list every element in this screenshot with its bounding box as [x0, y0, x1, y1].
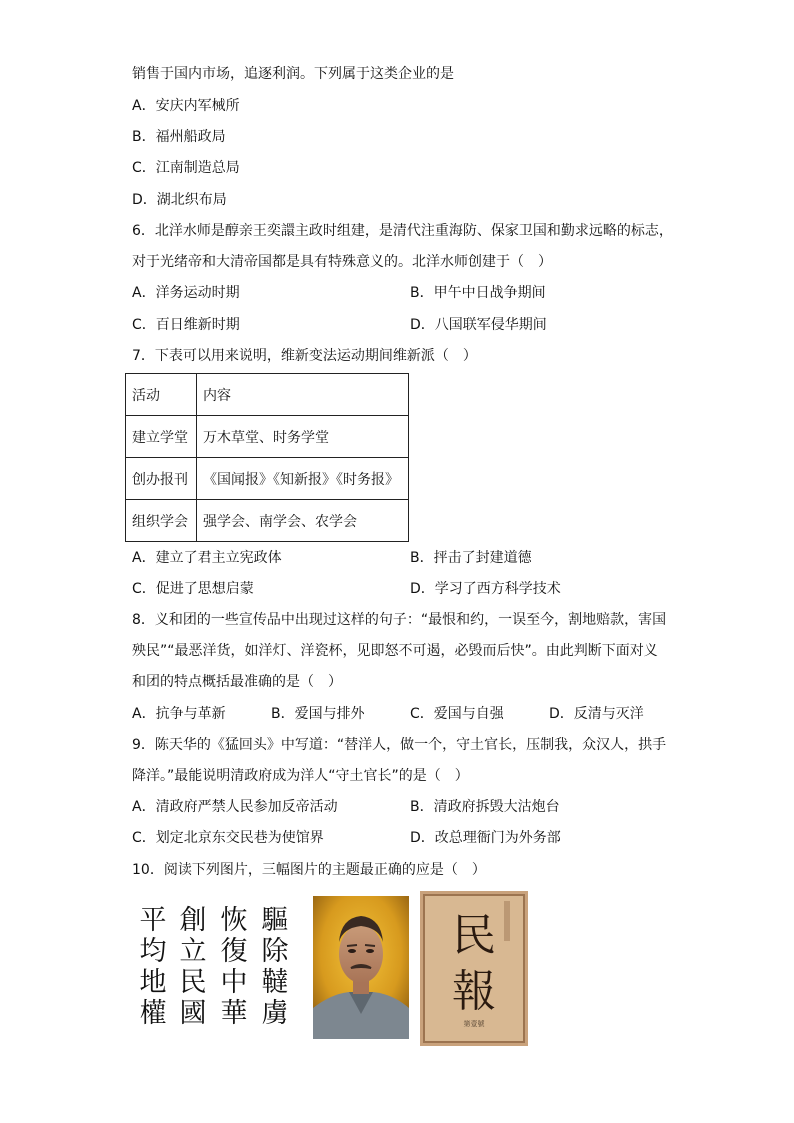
q6-option-b: B．甲午中日战争期间 — [410, 285, 546, 301]
q5-option-d: D．湖北织布局 — [132, 192, 227, 208]
q7-option-c: C．促进了思想启蒙 — [132, 581, 254, 597]
portrait-photo — [313, 896, 409, 1039]
newspaper-title-char: 民 — [452, 910, 496, 961]
q6-option-a: A．洋务运动时期 — [132, 285, 240, 301]
q8-stem-line1: 8．义和团的一些宣传品中出现过这样的句子：“最恨和约，一误至今，割地赔款，害国 — [132, 612, 667, 628]
slogan-column: 創 立 民 國 — [179, 905, 207, 1029]
table-row — [126, 416, 409, 458]
q8-option-a: A．抗争与革新 — [132, 706, 226, 722]
q8-option-d: D．反清与灭洋 — [549, 706, 644, 722]
table-cell: 建立学堂 — [126, 416, 197, 458]
q8-option-c: C．爱国与自强 — [410, 706, 504, 722]
q5-stem-tail: 销售于国内市场，追逐利润。下列属于这类企业的是 — [132, 66, 454, 82]
q7-stem: 7．下表可以用来说明，维新变法运动期间维新派（ ） — [132, 348, 477, 364]
newspaper-issue-label: 第壹號 — [463, 1020, 485, 1028]
q6-stem-line2: 对于光绪帝和大清帝国都是具有特殊意义的。北洋水师创建于（ ） — [132, 254, 552, 270]
q9-option-a: A．清政府严禁人民参加反帝活动 — [132, 799, 338, 815]
calligraphy-slogan-image — [132, 905, 296, 1035]
q6-stem-line1: 6．北洋水师是醇亲王奕譞主政时组建，是清代注重海防、保家卫国和勤求远略的标志， — [132, 223, 673, 239]
q9-option-d: D．改总理衙门为外务部 — [410, 830, 561, 846]
q10-stem: 10．阅读下列图片，三幅图片的主题最正确的应是（ ） — [132, 862, 486, 878]
q6-option-c: C．百日维新时期 — [132, 317, 240, 333]
q8-stem-line2: 殃民”“最恶洋货，如洋灯、洋瓷杯，见即怒不可遏，必毁而后快”。由此判断下面对义 — [132, 643, 658, 659]
q5-option-c: C．江南制造总局 — [132, 160, 240, 176]
slogan-column: 恢 復 中 華 — [220, 905, 248, 1029]
q5-option-b: B．福州船政局 — [132, 129, 226, 145]
table-cell: 组织学会 — [126, 500, 197, 542]
q5-option-a: A．安庆内军械所 — [132, 98, 240, 114]
slogan-column: 驅 除 韃 虜 — [261, 905, 289, 1029]
table-cell: 万木草堂、时务学堂 — [197, 416, 409, 458]
q7-option-a: A．建立了君主立宪政体 — [132, 550, 282, 566]
table-cell: 强学会、南学会、农学会 — [197, 500, 409, 542]
table-cell: 创办报刊 — [126, 458, 197, 500]
q9-option-c: C．划定北京东交民巷为使馆界 — [132, 830, 324, 846]
table-cell: 《国闻报》《知新报》《时务报》 — [197, 458, 409, 500]
q9-stem-line1: 9．陈天华的《猛回头》中写道：“替洋人，做一个，守土官长，压制我，众汉人，拱手 — [132, 737, 667, 753]
table-header-row — [126, 374, 409, 416]
q8-stem-line3: 和团的特点概括最准确的是（ ） — [132, 674, 342, 690]
slogan-column: 平 均 地 權 — [139, 905, 167, 1029]
q9-option-b: B．清政府拆毁大沽炮台 — [410, 799, 560, 815]
q7-option-d: D．学习了西方科学技术 — [410, 581, 561, 597]
minbao-newspaper-cover — [420, 891, 528, 1046]
table-row — [126, 500, 409, 542]
q7-option-b: B．抨击了封建道德 — [410, 550, 532, 566]
q8-option-b: B．爱国与排外 — [271, 706, 365, 722]
q6-option-d: D．八国联军侵华期间 — [410, 317, 547, 333]
q9-stem-line2: 降洋。”最能说明清政府成为洋人“守土官长”的是（ ） — [132, 768, 469, 784]
table-header-cell: 活动 — [126, 374, 197, 416]
table-header-cell: 内容 — [197, 374, 409, 416]
table-row — [126, 458, 409, 500]
q7-table — [125, 373, 409, 542]
newspaper-title-char: 報 — [452, 966, 496, 1017]
